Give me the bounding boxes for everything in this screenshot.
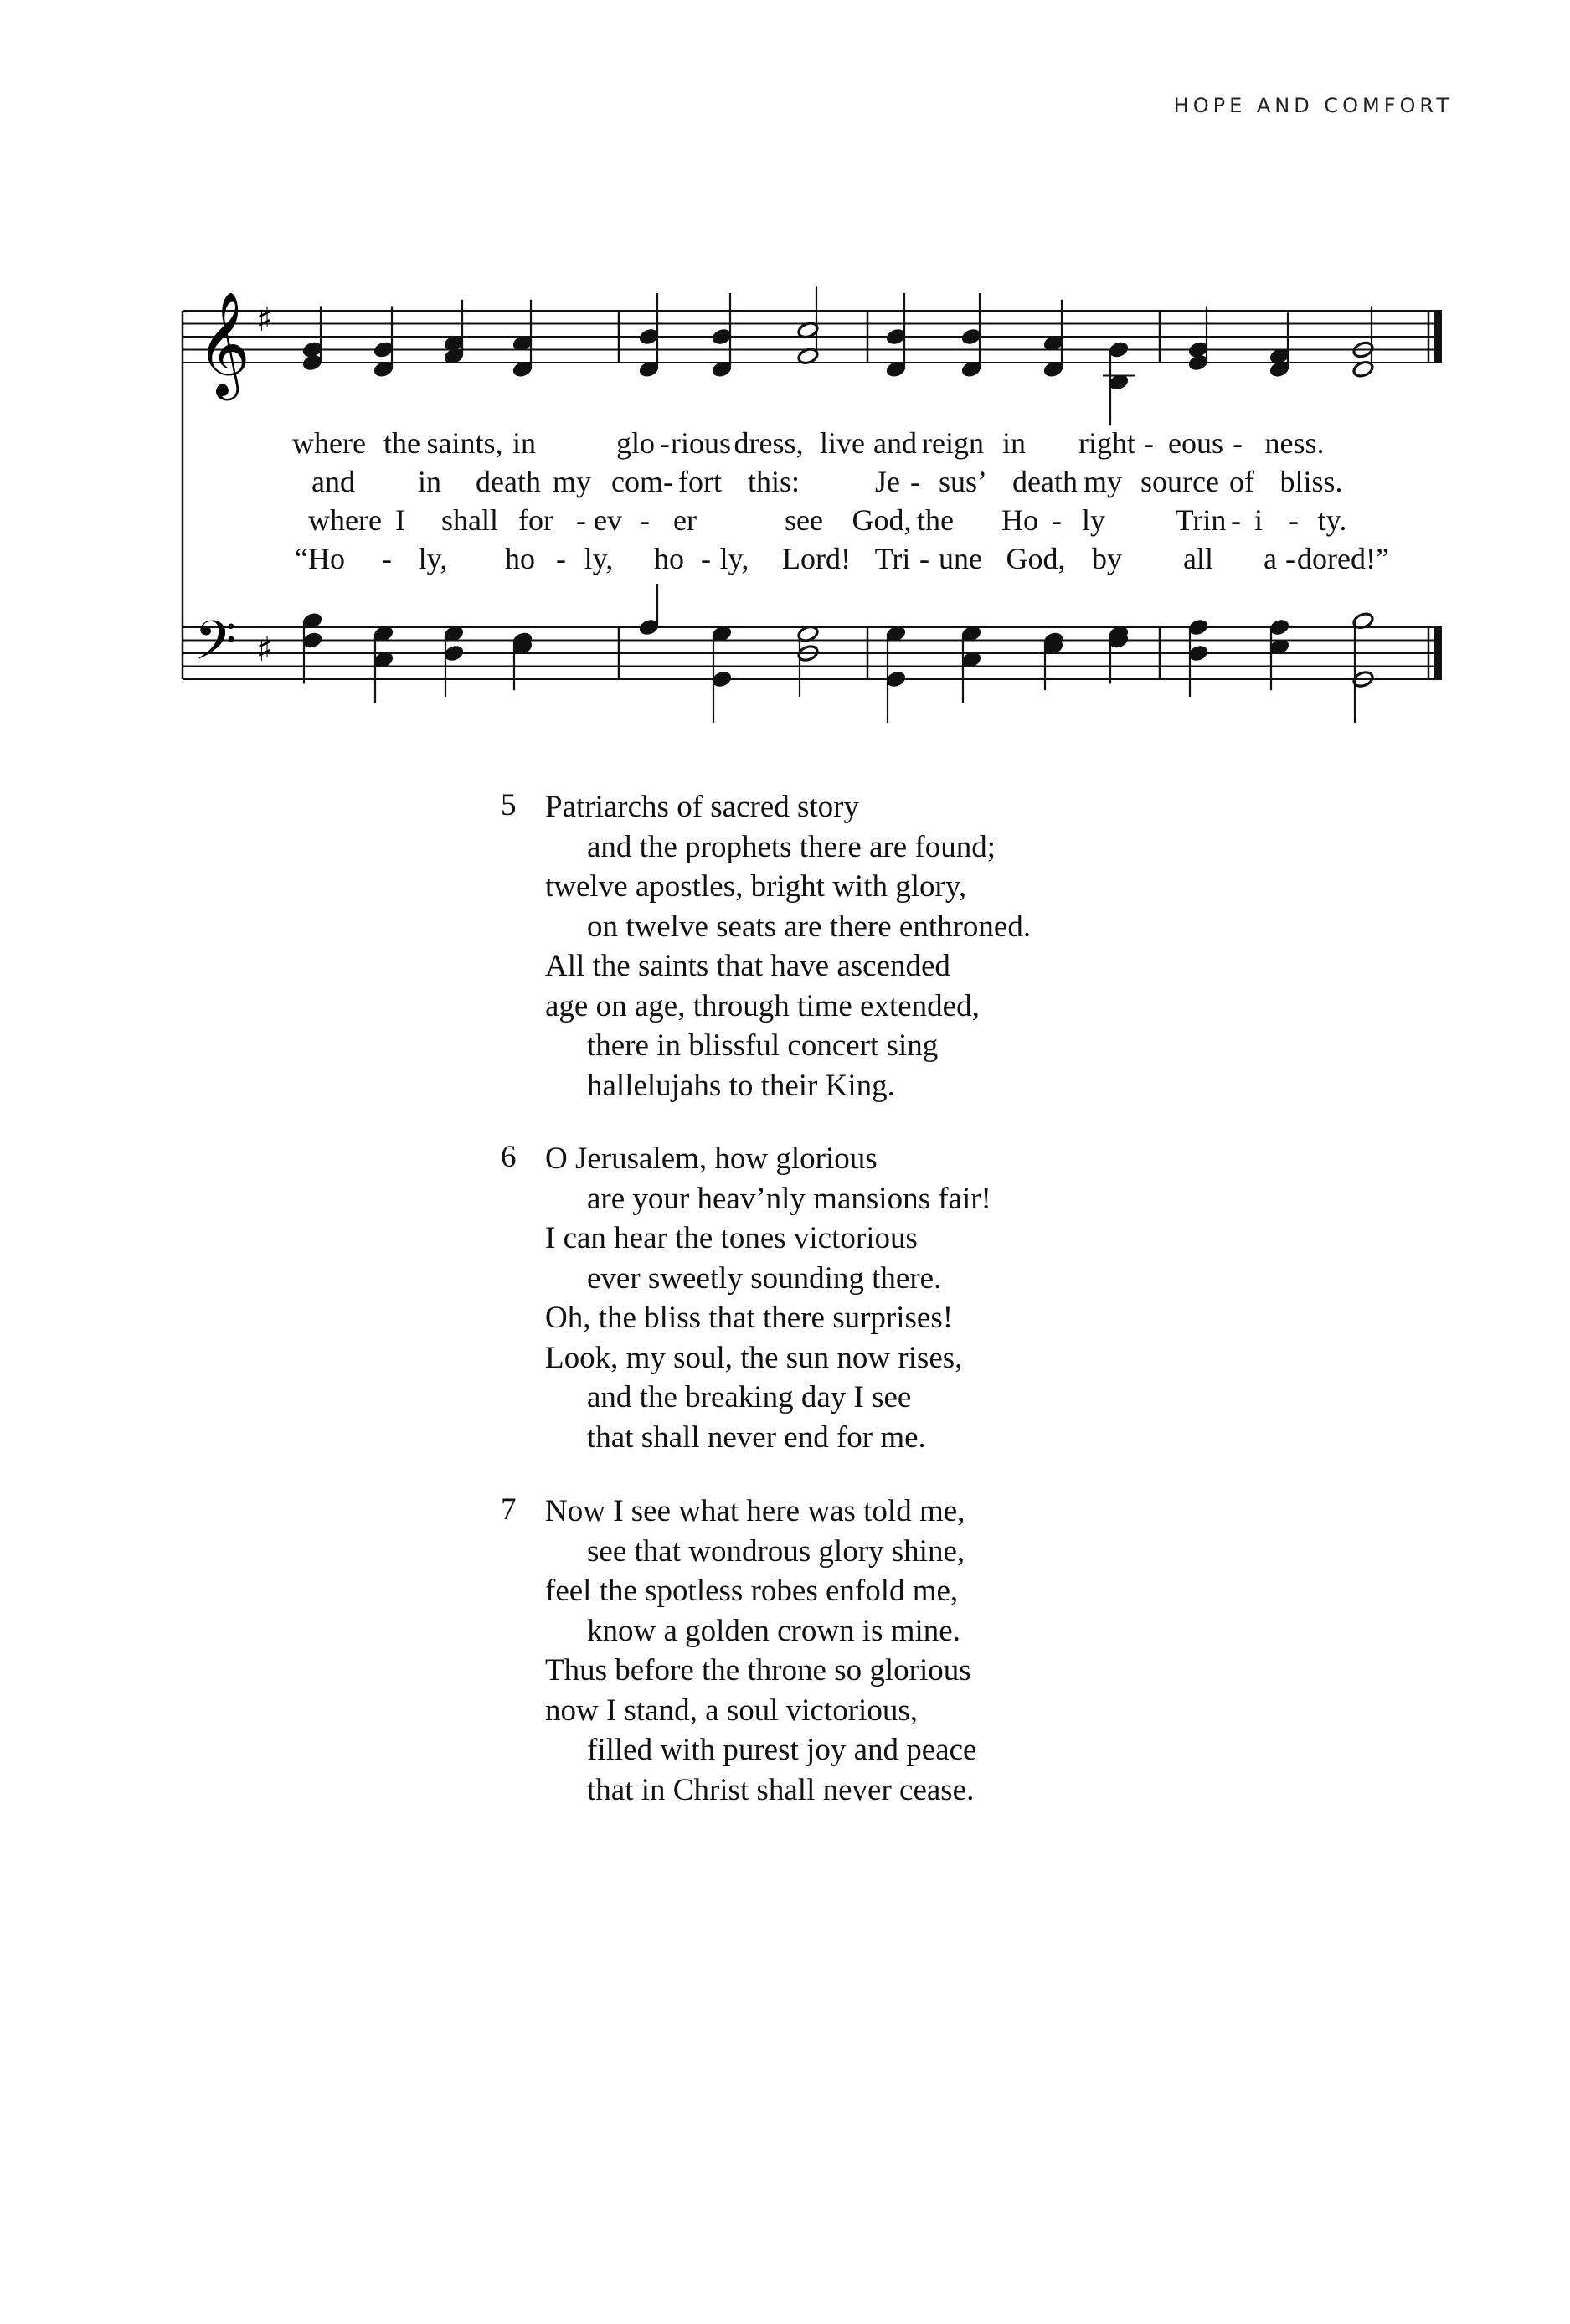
- chord: [1352, 307, 1375, 379]
- lyric-syllable: by: [1092, 542, 1122, 575]
- verse-line: hallelujahs to their King.: [587, 1068, 895, 1103]
- lyric-syllable: in: [1001, 426, 1027, 460]
- bass-staff: [183, 584, 1442, 723]
- lyric-syllable: in: [512, 426, 537, 460]
- verse-line: feel the spotless robes enfold me,: [545, 1574, 959, 1608]
- verse-line: I can hear the tones victorious: [545, 1221, 918, 1255]
- verse-line: O Jerusalem, how glorious: [545, 1141, 878, 1176]
- chord: [1187, 307, 1209, 373]
- lyric-syllable: all: [1183, 542, 1213, 575]
- verse-number: 7: [501, 1492, 517, 1527]
- lyric-syllable: of: [1229, 465, 1254, 498]
- verse-line: Now I see what here was told me,: [545, 1494, 965, 1528]
- syllable-hyphen: -: [910, 465, 920, 498]
- verse-line: Oh, the bliss that there surprises!: [545, 1301, 954, 1335]
- verse-line: filled with purest joy and peace: [587, 1733, 977, 1767]
- lyric-syllable: Je: [875, 465, 900, 498]
- syllable-hyphen: -: [660, 426, 670, 460]
- chord: [637, 293, 660, 379]
- chord: [372, 307, 394, 379]
- chord: [884, 624, 907, 723]
- lyric-syllable: Lord!: [782, 542, 851, 575]
- music-score: [0, 0, 1570, 754]
- treble-staff: [183, 286, 1442, 425]
- verse-line: age on age, through time extended,: [545, 988, 980, 1023]
- treble-clef-icon: 𝄞: [197, 291, 250, 396]
- lyric-syllable: ly,: [584, 542, 614, 575]
- lyric-syllable: source: [1140, 465, 1219, 498]
- verse-line: know a golden crown is mine.: [587, 1613, 960, 1648]
- lyric-syllable: right: [1078, 426, 1135, 460]
- syllable-hyphen: -: [556, 542, 566, 575]
- verse-number: 6: [501, 1140, 517, 1174]
- lyric-syllable: i: [1253, 503, 1264, 537]
- syllable-hyphen: -: [576, 503, 586, 537]
- lyric-syllable: live: [820, 426, 865, 460]
- lyric-syllable: a: [1264, 542, 1277, 575]
- lyric-syllable: death: [1012, 465, 1078, 498]
- syllable-hyphen: -: [701, 542, 711, 575]
- lyric-syllable: dored!”: [1297, 542, 1389, 575]
- verse-line: and the breaking day I see: [587, 1380, 912, 1414]
- sharp-icon: ♯: [256, 301, 273, 339]
- lyric-syllable: bliss.: [1279, 465, 1343, 498]
- lyric-syllable: ness.: [1264, 426, 1325, 460]
- lyric-syllable: and: [311, 465, 355, 498]
- chord: [884, 293, 907, 379]
- chord: [1103, 340, 1135, 426]
- lyric-syllable: Trin: [1175, 503, 1227, 537]
- lyric-syllable: ho: [505, 542, 535, 575]
- chord: [511, 631, 533, 691]
- syllable-hyphen: -: [382, 542, 392, 575]
- bass-clef-icon: 𝄢: [194, 610, 237, 686]
- syllable-hyphen: -: [663, 465, 673, 498]
- lyric-syllable: where: [292, 426, 366, 460]
- lyric-syllable: death: [476, 465, 541, 498]
- verse-line: there in blissful concert sing: [587, 1028, 939, 1063]
- syllable-hyphen: -: [1289, 503, 1299, 537]
- lyric-syllable: and: [873, 426, 917, 460]
- chord: [710, 293, 733, 379]
- verse-line: twelve apostles, bright with glory,: [545, 869, 967, 904]
- final-barline-thick: [1434, 311, 1442, 363]
- verse-line: that shall never end for me.: [587, 1420, 926, 1455]
- lyric-syllable: reign: [922, 426, 984, 460]
- lyric-syllable: com: [611, 465, 663, 498]
- lyric-syllable: Ho: [1001, 503, 1038, 537]
- verse-number: 5: [501, 788, 517, 822]
- verse-7: [501, 1492, 1254, 1810]
- chord: [1268, 312, 1290, 379]
- final-barline-thick: [1434, 627, 1442, 679]
- syllable-hyphen: -: [1231, 503, 1241, 537]
- lyric-syllable: where: [308, 503, 382, 537]
- verse-line: and the prophets there are found;: [587, 829, 996, 864]
- lyric-syllable: see: [785, 503, 823, 537]
- syllable-hyphen: -: [1233, 426, 1243, 460]
- verse-line: that in Christ shall never cease.: [587, 1772, 975, 1807]
- syllable-hyphen: -: [1052, 503, 1062, 537]
- lyric-syllable: the: [383, 426, 420, 460]
- lyric-syllable: “Ho: [295, 542, 345, 575]
- lyric-syllable: fort: [678, 465, 722, 498]
- lyric-syllable: God,: [1006, 542, 1066, 575]
- lyric-syllable: ly,: [719, 542, 749, 575]
- lyric-syllable: dress,: [734, 426, 804, 460]
- chord: [960, 293, 982, 379]
- chord: [301, 307, 323, 373]
- lyric-syllable: ly,: [418, 542, 448, 575]
- chord: [797, 624, 820, 697]
- verse-6: [501, 1139, 1254, 1457]
- chord: [960, 624, 982, 703]
- verse-line: are your heav’nly mansions fair!: [587, 1181, 991, 1216]
- chord: [442, 300, 465, 366]
- verse-line: now I stand, a soul victorious,: [545, 1693, 918, 1728]
- lyric-syllable: my: [552, 465, 592, 498]
- lyric-syllable: ty.: [1317, 503, 1347, 537]
- syllable-hyphen: -: [1144, 426, 1154, 460]
- syllable-hyphen: -: [1285, 542, 1295, 575]
- lyric-syllable: shall: [441, 503, 498, 537]
- syllable-hyphen: -: [640, 503, 650, 537]
- lyric-syllable: rious: [671, 426, 731, 460]
- sharp-icon: ♯: [256, 631, 273, 669]
- chord: [710, 624, 733, 723]
- verse-5: [501, 787, 1254, 1105]
- lyric-syllable: er: [673, 503, 697, 537]
- verse-line: Patriarchs of sacred story: [545, 790, 860, 824]
- lyric-syllable: ho: [654, 542, 684, 575]
- lyric-syllable: Tri: [874, 542, 911, 575]
- chord: [442, 624, 465, 697]
- lyric-syllable: my: [1083, 465, 1123, 498]
- lyric-syllable: eous: [1168, 426, 1223, 460]
- lyric-syllable: ly: [1081, 503, 1106, 537]
- chord: [1187, 617, 1209, 697]
- lyric-syllable: God,: [852, 503, 912, 537]
- lyric-syllable: ev: [594, 503, 622, 537]
- chord: [797, 286, 820, 365]
- lyric-syllable: for: [518, 503, 553, 537]
- lyric-syllable: saints,: [426, 426, 503, 460]
- verse-line: Thus before the throne so glorious: [545, 1653, 971, 1688]
- lyric-syllable: this:: [747, 465, 800, 498]
- chord: [372, 624, 394, 703]
- chord: [1042, 631, 1064, 691]
- chord: [637, 584, 660, 637]
- verse-line: All the saints that have ascended: [545, 949, 950, 983]
- running-head: HOPE AND COMFORT: [1173, 94, 1453, 117]
- lyric-syllable: I: [395, 503, 405, 537]
- lyric-syllable: une: [939, 542, 982, 575]
- verse-line: ever sweetly sounding there.: [587, 1260, 942, 1296]
- lyric-syllable: sus’: [938, 465, 988, 498]
- verse-line: on twelve seats are there enthroned.: [587, 909, 1032, 944]
- chord: [301, 611, 323, 683]
- verse-line: see that wondrous glory shine,: [587, 1533, 965, 1569]
- lyric-syllable: the: [917, 503, 954, 537]
- lyric-syllable: in: [417, 465, 442, 498]
- syllable-hyphen: -: [919, 542, 929, 575]
- lyric-syllable: glo: [615, 426, 656, 460]
- verse-line: Look, my soul, the sun now rises,: [545, 1340, 963, 1375]
